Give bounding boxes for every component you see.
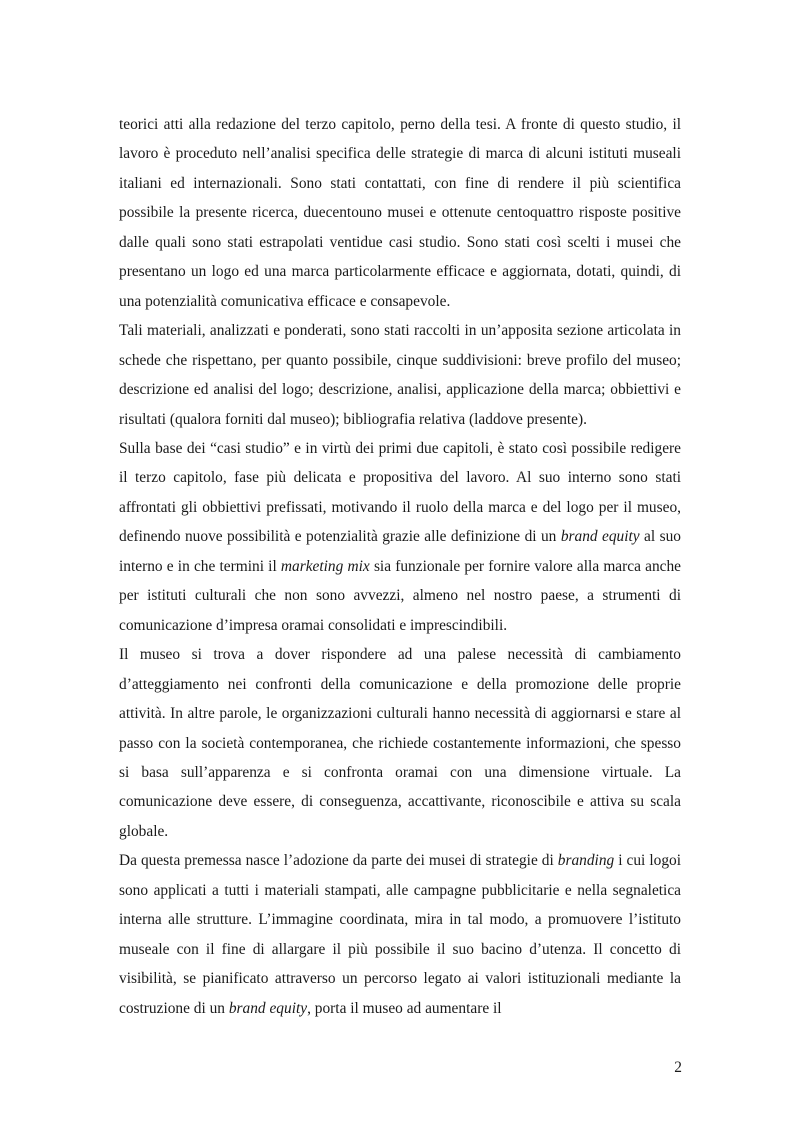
text-run: Tali materiali, analizzati e ponderati, sono stati raccolti in un’apposita sezione articolata in schede che rispettano, per quanto possibile, cinque suddivisioni: breve profilo del museo; descrizione ed analisi del logo; descrizione, analisi, applicazione della marca; obbiettivi e risultati (qualora forniti dal museo); bibliografia relativa (laddove presente). xyxy=(119,322,681,428)
page-number: 2 xyxy=(674,1059,682,1076)
italic-run: marketing mix xyxy=(280,557,370,575)
text-run: , porta il museo ad aumentare il xyxy=(307,999,502,1017)
text-run: teorici atti alla redazione del terzo capitolo, perno della tesi. A fronte di questo studio, il lavoro è proceduto nell’analisi specifica delle strategie di marca di alcuni istituti museali italiani ed internazionali. Sono stati contattati, con fine di rendere il più scientifica possibile la presente ricerca, duecentouno musei e ottenute centoquattro risposte positive dalle quali sono stati estrapolati ventidue casi studio. Sono stati così scelti i musei che presentano un logo ed una marca particolarmente efficace e aggiornata, dotati, quindi, di una potenzialità comunicativa efficace e consapevole. xyxy=(119,116,681,310)
italic-run: brand equity xyxy=(560,528,640,546)
text-run: al suo interno e in che termini il xyxy=(119,528,681,575)
paragraph xyxy=(119,640,681,846)
paragraph xyxy=(119,846,681,1023)
italic-run: brand equity xyxy=(228,999,308,1017)
text-run: Sulla base dei “casi studio” e in virtù dei primi due capitoli, è stato così possibile redigere il terzo capitolo, fase più delicata e propositiva del lavoro. Al suo interno sono stati affrontati gli obbiettivi prefissati, motivando il ruolo della marca e del logo per il museo, definendo nuove possibilità e potenzialità grazie alle definizione di un xyxy=(119,439,681,546)
body-text xyxy=(119,110,681,1023)
text-run: Il museo si trova a dover rispondere ad una palese necessità di cambiamento d’atteggiamento nei confronti della comunicazione e della promozione delle proprie attività. In altre parole, le organizzazioni culturali hanno necessità di aggiornarsi e stare al passo con la società contemporanea, che richiede costantemente informazioni, che spesso si basa sull’apparenza e si confronta oramai con una dimensione virtuale. La comunicazione deve essere, di conseguenza, accattivante, riconoscibile e attiva su scala globale. xyxy=(119,646,681,840)
paragraph xyxy=(119,110,681,316)
italic-run: branding xyxy=(557,852,615,870)
text-run: i cui logoi sono applicati a tutti i materiali stampati, alle campagne pubblicitarie e nella segnaletica interna alle strutture. L’immagine coordinata, mira in tal modo, a promuovere l’istituto museale con il fine di allargare il più possibile il suo bacino d’utenza. Il concetto di visibilità, se pianificato attraverso un percorso legato ai valori istituzionali mediante la costruzione di un xyxy=(119,852,681,1017)
text-run: Da questa premessa nasce l’adozione da parte dei musei di strategie di xyxy=(119,852,558,870)
paragraph xyxy=(119,316,681,434)
paragraph xyxy=(119,434,681,640)
text-run: sia funzionale per fornire valore alla marca anche per istituti culturali che non sono avvezzi, almeno nel nostro paese, a strumenti di comunicazione d’impresa oramai consolidati e imprescindibili. xyxy=(119,557,682,634)
